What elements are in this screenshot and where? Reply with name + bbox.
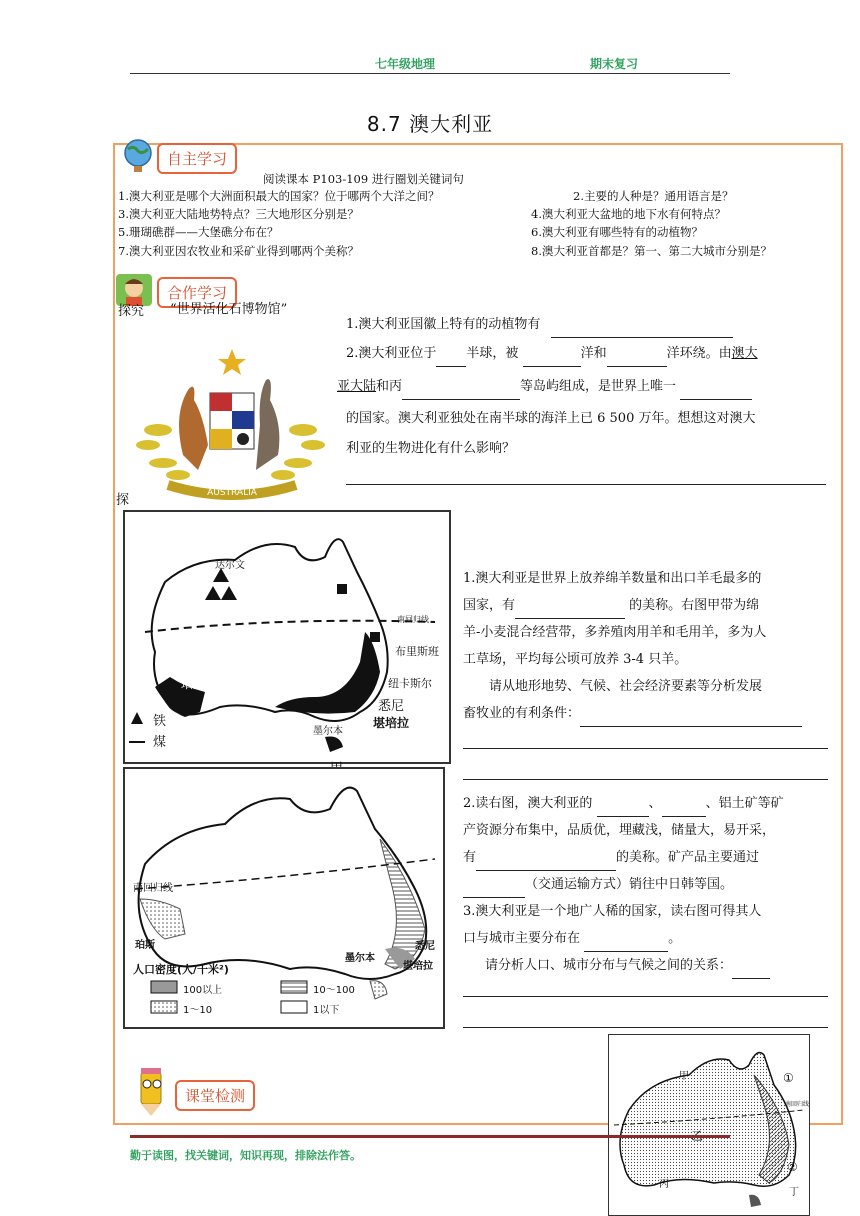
text: 、铝土矿等矿 [705,796,784,811]
region-map [608,1034,810,1216]
header-review: 期末复习 [590,57,639,71]
text: 2.读右图，澳大利亚的 [463,796,593,811]
text: 请分析人口、城市分布与气候之间的关系： [485,958,733,973]
explore-q2-line1 [346,340,758,367]
footer-rule [130,1135,730,1138]
map3-label-tropic: 南回归线 [785,1101,810,1108]
text: 等岛屿组成，是世界上唯一 [520,379,677,394]
answer-blank[interactable] [584,936,668,952]
answer-blank[interactable] [463,882,525,898]
header-subject: 七年级地理 [375,57,436,71]
answer-line[interactable] [346,484,826,485]
answer-blank[interactable] [732,963,770,979]
text: 洋和 [580,346,607,361]
s2-line3 [463,844,831,871]
legend-10-100: 10～100 [313,985,355,996]
map3-label-ding: 丁 [789,1187,799,1198]
answer-blank[interactable] [551,322,733,338]
map3-label-jia: 甲 [679,1071,689,1082]
map2-label-sydney: 悉尼 [415,941,435,952]
map1-label-darwin: 达尔文 [215,560,245,571]
s2-line4 [463,871,831,898]
classroom-check-tag: 课堂检测 [175,1080,255,1111]
s3-line1: 3.澳大利亚是一个地广人稀的国家，读右图可得其人 [463,904,762,919]
text: 。 [668,931,682,946]
text: 畜牧业的有利条件： [463,706,581,721]
answer-line[interactable] [463,1027,828,1028]
mineral-map [123,510,451,764]
s1-line6 [463,700,831,727]
text: 的美称。右图甲带为绵 [629,598,760,613]
text: （交通运输方式）销往中日韩等国。 [525,877,734,892]
legend-below-1: 1以下 [313,1005,340,1016]
question-8: 8.澳大利亚首都是？第一、第二大城市分别是？ [531,244,772,258]
map2-label-melbourne: 墨尔本 [345,953,375,964]
self-study-tag: 自主学习 [157,143,237,174]
map1-label-canberra: 堪培拉 [373,716,410,730]
map2-label-tropic: 南回归线 [133,883,173,894]
section2 [463,790,831,979]
answer-blank[interactable] [402,384,520,400]
australia-coat-of-arms [128,345,333,525]
text: 澳大 [731,346,758,361]
map1-label-brisbane: 布里斯班 [395,645,439,658]
text: 的美称。矿产品主要通过 [616,850,760,865]
answer-line[interactable] [463,748,828,749]
map1-label-sydney: 悉尼 [378,699,405,714]
answer-blank[interactable] [597,801,649,817]
explore-1-prefix: 探究 [118,304,145,319]
answer-blank[interactable] [662,801,706,817]
text: 有 [463,850,477,865]
legend-coal-label: 煤 [153,735,167,750]
answer-blank[interactable] [515,603,625,619]
s3-line2 [463,925,831,952]
explore-q1 [346,311,733,338]
footer-tip: 勤于读图，找关键词，知识再现，排除法作答。 [130,1149,361,1162]
answer-line[interactable] [463,996,828,997]
question-2: 2.主要的人种是？通用语言是？ [573,189,734,203]
answer-blank[interactable] [607,351,667,367]
question-7: 7.澳大利亚因农牧业和采矿业得到哪两个美称？ [118,244,359,258]
population-map [123,767,445,1029]
map3-label-1: ① [783,1071,794,1085]
pencil-mascot-icon [133,1068,169,1118]
s1-line3: 羊-小麦混合经营带，多养殖肉用羊和毛用羊，多为人 [463,625,767,640]
text: 国家，有 [463,598,516,613]
question-4: 4.澳大利亚大盆地的地下水有何特点？ [531,207,726,221]
answer-line[interactable] [463,779,828,780]
map1-label-melbourne: 墨尔本 [313,726,343,737]
question-3: 3.澳大利亚大陆地势特点？三大地形区分别是？ [118,207,359,221]
s3-line3 [463,952,831,979]
text: 和丙 [376,379,403,394]
legend-1-10: 1～10 [183,1005,213,1016]
reading-instruction: 阅读课本 P103-109 进行圈划关键词句 [263,172,464,186]
map3-label-2: ② [787,1160,798,1174]
map2-label-perth: 珀斯 [135,940,155,951]
text: 口与城市主要分布在 [463,931,581,946]
explore-1-title: “世界活化石博物馆” [170,302,288,317]
map2-label-canberra: 堪培拉 [403,961,433,972]
answer-blank[interactable] [476,855,616,871]
s1-line4: 工草场，平均每公顷可放养 3-4 只羊。 [463,652,688,667]
map3-label-bing: 丙 [659,1179,669,1190]
legend-iron-label: 铁 [153,714,167,729]
answer-blank[interactable] [523,351,581,367]
explore-q2-line4: 利亚的生物进化有什么影响？ [346,441,516,456]
globe-icon [118,135,158,175]
coop-study-tag: 合作学习 [157,277,237,308]
header-rule [130,73,730,74]
text: 亚大陆 [337,379,377,394]
answer-blank[interactable] [436,351,466,367]
page-title: 8.7 澳大利亚 [366,112,494,136]
answer-blank[interactable] [680,384,752,400]
map1-label-tropic: 南回归线 [397,615,429,624]
answer-blank[interactable] [580,711,802,727]
text: 半球，被 [466,346,519,361]
legend-100-plus: 100以上 [183,985,223,996]
question-5: 5.珊瑚礁群——大堡礁分布在？ [118,225,279,239]
map1-label-perth: 珀斯 [181,677,206,691]
s2-line1 [463,790,831,817]
text: 2.澳大利亚位于 [346,346,437,361]
s1-line5: 请从地形地势、气候、社会经济要素等分析发展 [489,679,763,694]
section1 [463,565,831,727]
explore-2-prefix: 探 [116,493,130,508]
map1-label-newcastle: 纽卡斯尔 [388,677,432,690]
explore-q2-line2 [337,373,752,400]
s1-line1: 1.澳大利亚是世界上放养绵羊数量和出口羊毛最多的 [463,571,762,586]
question-1: 1.澳大利亚是哪个大洲面积最大的国家？位于哪两个大洋之间？ [118,189,440,203]
text: 洋环绕。由 [666,346,732,361]
s1-line2 [463,592,831,619]
emblem-banner-text: AUSTRALIA [207,488,257,498]
text: 、 [648,796,662,811]
explore-q1-text: 1.澳大利亚国徽上特有的动植物有 [346,317,541,332]
explore-q2-line3: 的国家。澳大利亚独处在南半球的海洋上已 6 500 万年。想想这对澳大 [346,411,756,426]
legend-title: 人口密度(人/千米²) [133,963,229,976]
question-6: 6.澳大利亚有哪些特有的动植物？ [531,225,703,239]
s2-line2: 产资源分布集中，品质优，埋藏浅，储量大，易开采， [463,823,776,838]
